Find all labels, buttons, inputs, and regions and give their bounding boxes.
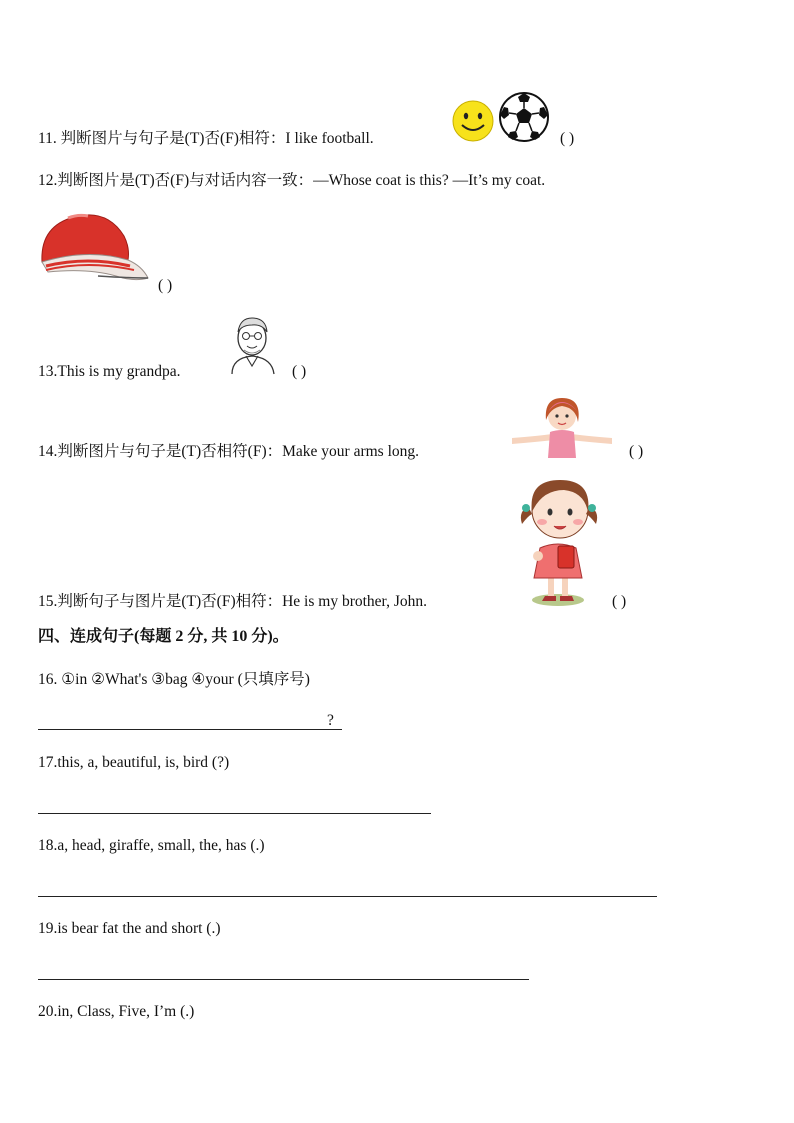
- answer-paren-12[interactable]: ( ): [158, 277, 173, 294]
- answer-16-end-mark: ?: [327, 712, 334, 729]
- answer-paren-15[interactable]: ( ): [612, 593, 627, 610]
- sentence-17-prompt: 17.this, a, beautiful, is, bird (?): [38, 754, 230, 771]
- grandpa-sketch: [224, 312, 280, 374]
- question-11-text: 11. 判断图片与句子是(T)否(F)相符：I like football.: [38, 130, 374, 147]
- smiley-face-icon: [451, 99, 495, 143]
- sentence-18-prompt: 18.a, head, giraffe, small, the, has (.): [38, 837, 265, 854]
- red-cap-illustration: [38, 210, 150, 290]
- question-13-text: 13.This is my grandpa.: [38, 363, 181, 380]
- answer-line-18[interactable]: [38, 896, 657, 897]
- answer-line-16[interactable]: [38, 729, 342, 730]
- answer-line-17[interactable]: [38, 813, 431, 814]
- answer-paren-13[interactable]: ( ): [292, 363, 307, 380]
- sentence-20-prompt: 20.in, Class, Five, I’m (.): [38, 1003, 195, 1020]
- answer-paren-14[interactable]: ( ): [629, 443, 644, 460]
- answer-line-19[interactable]: [38, 979, 529, 980]
- sentence-19-prompt: 19.is bear fat the and short (.): [38, 920, 221, 937]
- soccer-ball-icon: [498, 91, 550, 143]
- sentence-16-prompt: 16. ①in ②What's ③bag ④your (只填序号): [38, 671, 310, 688]
- section-4-title: 四、连成句子(每题 2 分, 共 10 分)。: [38, 628, 289, 645]
- question-15-text: 15.判断句子与图片是(T)否(F)相符：He is my brother, John.: [38, 593, 427, 610]
- question-12-text: 12.判断图片是(T)否(F)与对话内容一致：—Whose coat is this? —It’s my coat.: [38, 172, 546, 189]
- girl-holding-book-illustration: [512, 472, 604, 608]
- question-14-text: 14.判断图片与句子是(T)否相符(F)：Make your arms long.: [38, 443, 419, 460]
- girl-arms-outstretched-illustration: [508, 394, 616, 458]
- answer-paren-11[interactable]: ( ): [560, 130, 575, 147]
